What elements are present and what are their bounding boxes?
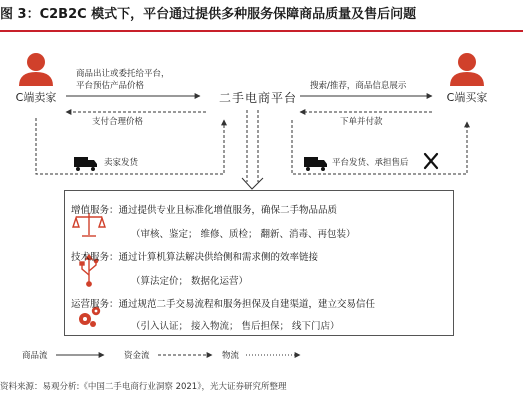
platform-to-seller-text: 支付合理价格 — [92, 117, 144, 127]
service-operations-heading: 运营服务：通过规范二手交易流程和服务担保及自建渠道，建立交易信任 — [71, 299, 376, 310]
scale-icon — [73, 213, 105, 236]
platform-to-services-connector — [242, 110, 263, 189]
tools-icon — [425, 154, 437, 168]
service-tech-detail: （算法定价； 数据化运营） — [131, 276, 249, 287]
legend-logistics-label: 物流 — [222, 351, 240, 361]
seller-to-platform-text-1: 商品出让或委托给平台， — [76, 69, 170, 79]
buyer-to-platform-text: 下单并付款 — [340, 117, 383, 127]
buyer-person-icon — [450, 53, 484, 86]
figure-title: 图 3：C2B2C 模式下，平台通过提供多种服务保障商品质量及售后问题 — [0, 7, 417, 22]
platform-label: 二手电商平台 — [218, 91, 297, 105]
buyer-node — [437, 89, 497, 105]
seller-person-icon — [19, 53, 53, 86]
service-value-added-heading: 增值服务：通过提供专业且标准化增值服务，确保二手物品品质 — [71, 205, 338, 216]
service-value-added-detail: （审核、鉴定； 维修、质检； 翻新、消毒、再包装） — [131, 229, 356, 240]
service-operations-detail: （引入认证； 接入物流； 售后担保； 线下门店） — [131, 321, 340, 332]
platform-shipping-text: 平台发货、承担售后 — [332, 158, 409, 168]
services-box — [64, 190, 454, 336]
service-tech-heading: 技术服务：通过计算机算法解决供给侧和需求侧的效率链接 — [71, 252, 319, 263]
seller-label: C端卖家 — [15, 91, 57, 104]
seller-shipping-text: 卖家发货 — [104, 158, 139, 168]
source-note: 资料来源：易观分析:《中国二手电商行业洞察 2021》，光大证券研究所整理 — [0, 382, 287, 392]
seller-truck-icon — [74, 157, 97, 171]
legend-goods-label: 商品流 — [22, 351, 48, 361]
buyer-label: C端买家 — [446, 91, 488, 104]
platform-truck-icon — [304, 157, 327, 171]
seller-to-platform-text-2: 平台预估产品价格 — [76, 81, 145, 91]
legend-capital-label: 资金流 — [124, 351, 150, 361]
platform-to-buyer-text: 搜索/推荐，商品信息展示 — [310, 81, 407, 91]
seller-node — [6, 89, 66, 105]
